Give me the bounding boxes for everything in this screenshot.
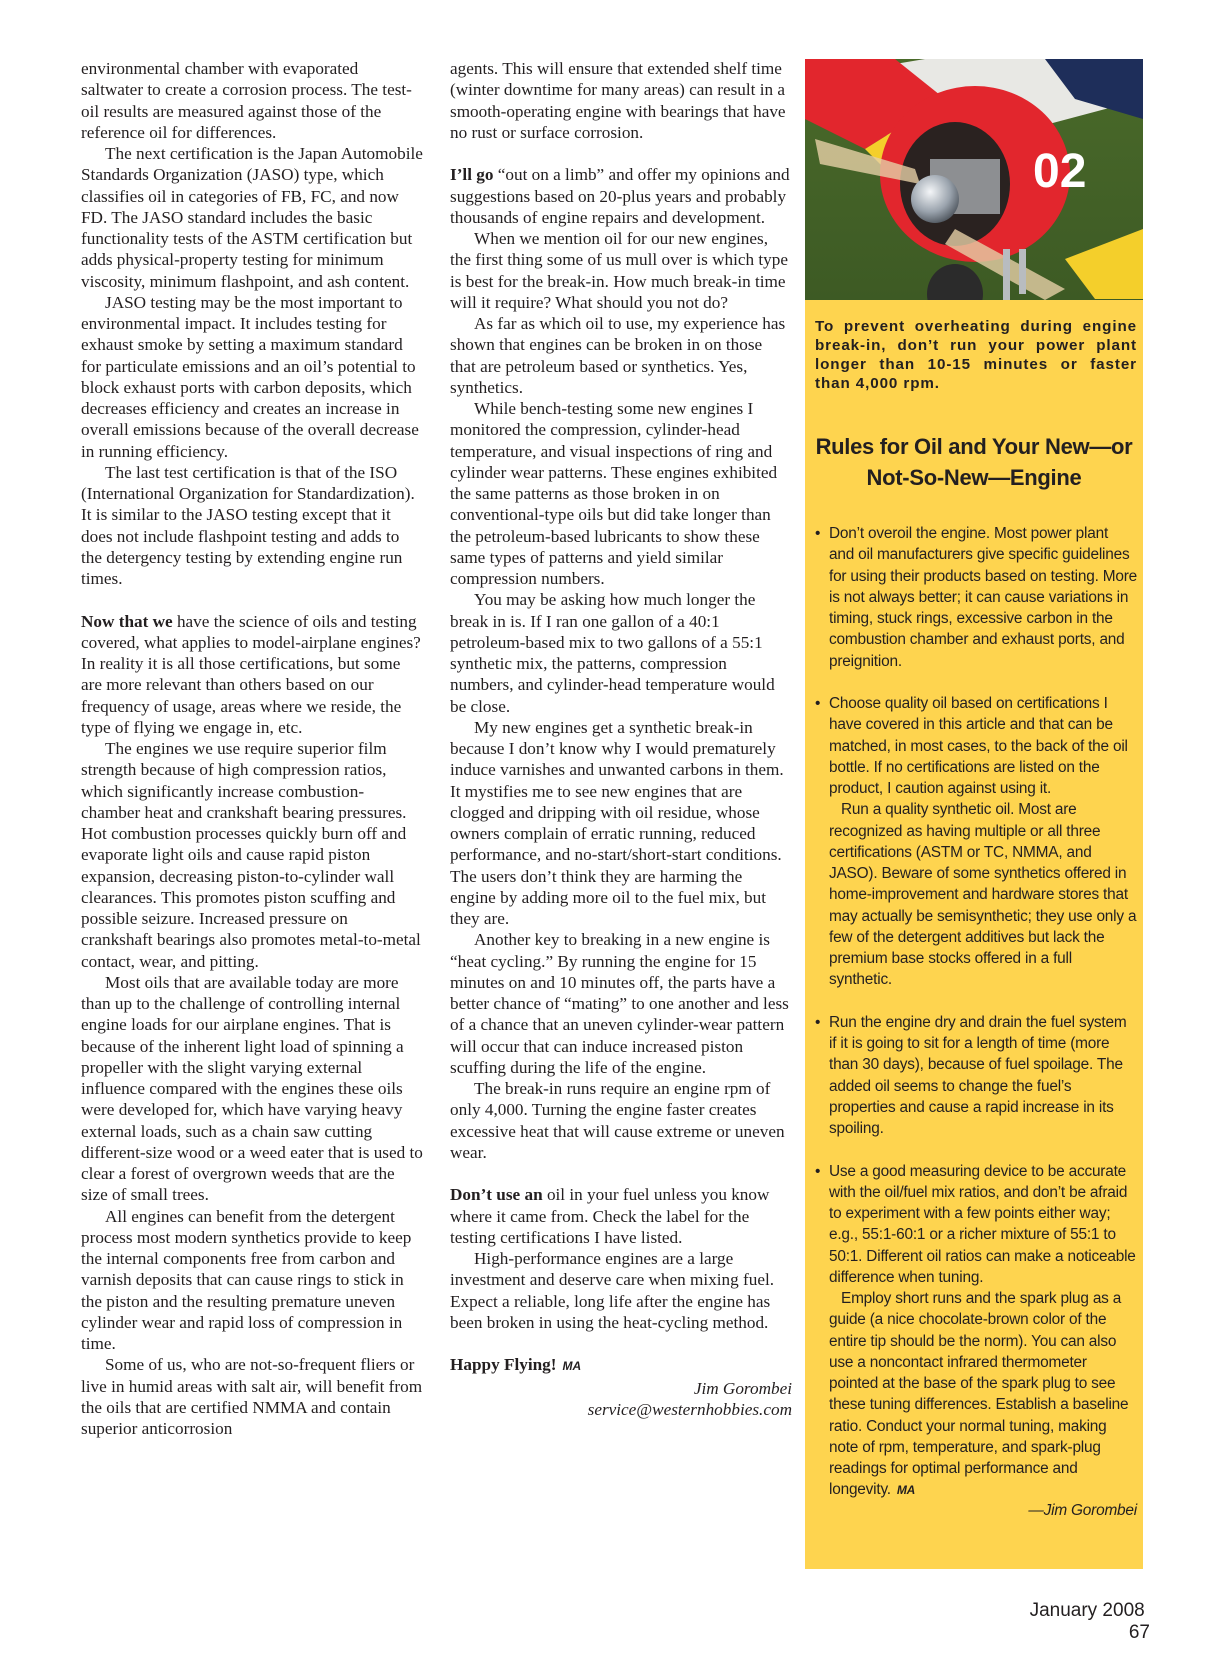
rule-item — [815, 1161, 1137, 1521]
paragraph: All engines can benefit from the detergent process most modern synthetics provide to keep the internal components free from carbon and varnish deposits that can cause rings to stick in the piston and the resulting premature uneven cylinder wear and rapid loss of compression in time. — [81, 1206, 412, 1353]
paragraph-text: have the science of oils and testing covered, what applies to model-airplane engines? In reality it is all those certifications, but some are more relevant than others based on our frequency of usage, areas where we reside, the type of flying we engage in, etc. — [81, 611, 421, 737]
closing-line — [450, 1354, 792, 1377]
section-paragraph — [450, 164, 792, 228]
section-paragraph — [81, 611, 423, 739]
paragraph: JASO testing may be the most important to environmental impact. It includes testing for exhaust smoke by setting a maximum standard for particulate emissions and an oil’s potential to block exhaust ports with carbon deposits, which decreases efficiency and creates an increase in overall emissions because of the overall decrease in running efficiency. — [81, 292, 419, 461]
paragraph: environmental chamber with evaporated saltwater to create a corrosion process. The test-oil results are measured against those of the reference oil for differences. — [81, 59, 412, 142]
bullet-icon: • — [815, 525, 821, 542]
paragraph: You may be asking how much longer the break in is. If I ran one gallon of a 40:1 petroleum-based mix to two gallons of a 55:1 synthetic mix, the patterns, compression numbers, and cylinder-head temperature would be close. — [450, 590, 775, 716]
rule-text: Choose quality oil based on certifications I have covered in this article and that can be matched, in most cases, to the back of the oil bottle. If no certifications are listed on the product, I caution against using it. — [829, 695, 1128, 797]
section-lead: Now that we — [81, 611, 173, 631]
author-name: Jim Gorombei — [693, 1378, 792, 1398]
sidebar-title — [805, 431, 1143, 493]
article-column-left — [81, 58, 423, 1439]
paragraph: The next certification is the Japan Automobile Standards Organization (JASO) type, which classifies oil in categories of FB, FC, and now FD. The JASO standard includes the basic functionality tests of the ASTM certification but adds physical-property testing for minimum viscosity, minimum flashpoint, and ash content. — [81, 144, 423, 291]
closing: Happy Flying! — [450, 1355, 557, 1375]
rule-text: Employ short runs and the spark plug as a guide (a nice chocolate-brown color of the entire tip should be the norm). You can also use a noncontact infrared thermometer pointed at the base of the spark plug to see these tuning differences. Establish a baseline ratio. Conduct your normal tuning, making note of rpm, temperature, and spark-plug readings for optimal performance and longevity. MA — [829, 1290, 1129, 1499]
author-email: service@westernhobbies.com — [587, 1399, 792, 1419]
sidebar-title-line: Not-So-New—Engine — [866, 465, 1082, 490]
rules-list — [815, 523, 1137, 1542]
rule-text: Run a quality synthetic oil. Most are recognized as having multiple or all three certifications (ASTM or TC, NMMA, and JASO). Beware of some synthetics offered in home-improvement and hardware stores that may actually be semisynthetic; they use only a few of the detergent additives but lack the premium base stocks offered in a full synthetic. — [829, 801, 1137, 989]
paragraph: The break-in runs require an engine rpm of only 4,000. Turning the engine faster creates excessive heat that will cause extreme or uneven wear. — [450, 1079, 785, 1162]
paragraph: Another key to breaking in a new engine is “heat cycling.” By running the engine for 15 minutes on and 10 minutes off, the parts have a better chance of “mating” to one another and less of a chance that an uneven cylinder-wear pattern will occur that can induce increased piston scuffing during the life of the engine. — [450, 930, 789, 1077]
engine-photo — [805, 59, 1143, 300]
paragraph: When we mention oil for our new engines, the first thing some of us mull over is which type is best for the break-in. How much break-in time will it require? What should you not do? — [450, 229, 788, 312]
photo-caption: To prevent overheating during engine break-in, don’t run your power plant longer than 10-15 minutes or faster than 4,000 rpm. — [815, 318, 1137, 392]
paragraph: Some of us, who are not-so-frequent fliers or live in humid areas with salt air, will benefit from the oils that are certified NMMA and contain superior anticorrosion — [81, 1355, 423, 1438]
section-paragraph — [450, 1184, 792, 1248]
airplane-engine-image — [805, 59, 1143, 300]
bullet-icon: • — [815, 1162, 821, 1180]
rule-item — [815, 1012, 1137, 1140]
rule-text: Run the engine dry and drain the fuel system if it is going to sit for a length of time (more than 30 days), because of fuel spoilage. The added oil seems to change the fuel’s properties and cause a rapid increase in its spoiling. — [829, 1013, 1127, 1137]
paragraph: The last test certification is that of the ISO (International Organization for Standardization). It is similar to the JASO testing except that it does not include flashpoint testing and adds to the detergency testing by extending engine run times. — [81, 462, 415, 588]
sidebar-box — [805, 59, 1143, 1569]
paragraph: My new engines get a synthetic break-in because I don’t know why I would prematurely induce varnishes and unwanted carbons in them. It mystifies me to see new engines that are clogged and dripping with oil residue, whose owners complain of erratic running, reduced performance, and no-start/short-start conditions. The users don’t think they are harming the engine by adding more oil to the fuel mix, but they are. — [450, 717, 784, 928]
paragraph: agents. This will ensure that extended shelf time (winter downtime for many areas) can result in a smooth-operating engine with bearings that have no rust or surface corrosion. — [450, 59, 786, 142]
article-column-middle — [450, 58, 792, 1420]
ma-end-mark: MA — [896, 1483, 916, 1498]
ma-end-mark: MA — [562, 1359, 582, 1374]
section-lead: I’ll go — [450, 165, 494, 185]
rule-item — [815, 693, 1137, 991]
paragraph-text: “out on a limb” and offer my opinions and suggestions based on 20-plus years and probably thousands of engine repairs and development. — [450, 165, 790, 227]
paragraph: While bench-testing some new engines I monitored the compression, cylinder-head temperature, and visual inspections of ring and cylinder wear patterns. These engines exhibited the same patterns as those broken in on conventional-type oils but did take longer than the petroleum-based lubricants to show these same types of patterns and yield similar compression numbers. — [450, 399, 778, 588]
section-lead: Don’t use an — [450, 1185, 543, 1205]
rule-item — [815, 523, 1137, 672]
bullet-icon: • — [815, 695, 821, 712]
photo-number: 02 — [1033, 145, 1087, 198]
paragraph: High-performance engines are a large investment and deserve care when mixing fuel. Expect a reliable, long life after the engine has been broken in using the heat-cycling method. — [450, 1249, 775, 1332]
rule-text: Don’t overoil the engine. Most power plant and oil manufacturers give specific guidelines for using their products based on testing. More is not always better; it can cause variations in timing, stuck rings, excessive carbon in the combustion chamber and exhaust ports, and preignition. — [829, 525, 1137, 670]
sidebar-title-line: Rules for Oil and Your New—or — [815, 434, 1133, 459]
rule-text: Use a good measuring device to be accurate with the oil/fuel mix ratios, and don’t be afraid to experiment with a few points either way; e.g., 55:1-60:1 or a richer mixture of 55:1 to 50:1. Different oil ratios can make a noticeable difference when tuning. — [829, 1162, 1136, 1286]
page-footer — [1010, 1600, 1150, 1644]
paragraph: Most oils that are available today are more than up to the challenge of controlling internal engine loads for our airplane engines. That is because of the inherent light load of spinning a propeller with the slight varying external influence compared with the engines these oils were developed for, which have varying heavy external loads, such as a chain saw cutting different-size wood or a weed eater that is used to clear a forest of overgrown weeds that are the size of small trees. — [81, 972, 423, 1205]
paragraph-text: oil in your fuel unless you know where it came from. Check the label for the testing certifications I have listed. — [450, 1185, 770, 1247]
paragraph: The engines we use require superior film strength because of high compression ratios, which significantly increase combustion-chamber heat and crankshaft bearing pressures. Hot combustion processes quickly burn off and evaporate light oils and cause rapid piston expansion, decreasing piston-to-cylinder wall clearances. This promotes piston scuffing and possible seizure. Increased pressure on crankshaft bearings also promotes metal-to-metal contact, wear, and pitting. — [81, 739, 421, 971]
paragraph: As far as which oil to use, my experience has shown that engines can be broken in on those that are petroleum based or synthetics. Yes, synthetics. — [450, 314, 786, 397]
sidebar-signature: —Jim Gorombei — [1028, 1501, 1137, 1519]
bullet-icon: • — [815, 1013, 821, 1031]
page-number: 67 — [1128, 1622, 1150, 1643]
issue-date: January 2008 — [1029, 1600, 1145, 1621]
